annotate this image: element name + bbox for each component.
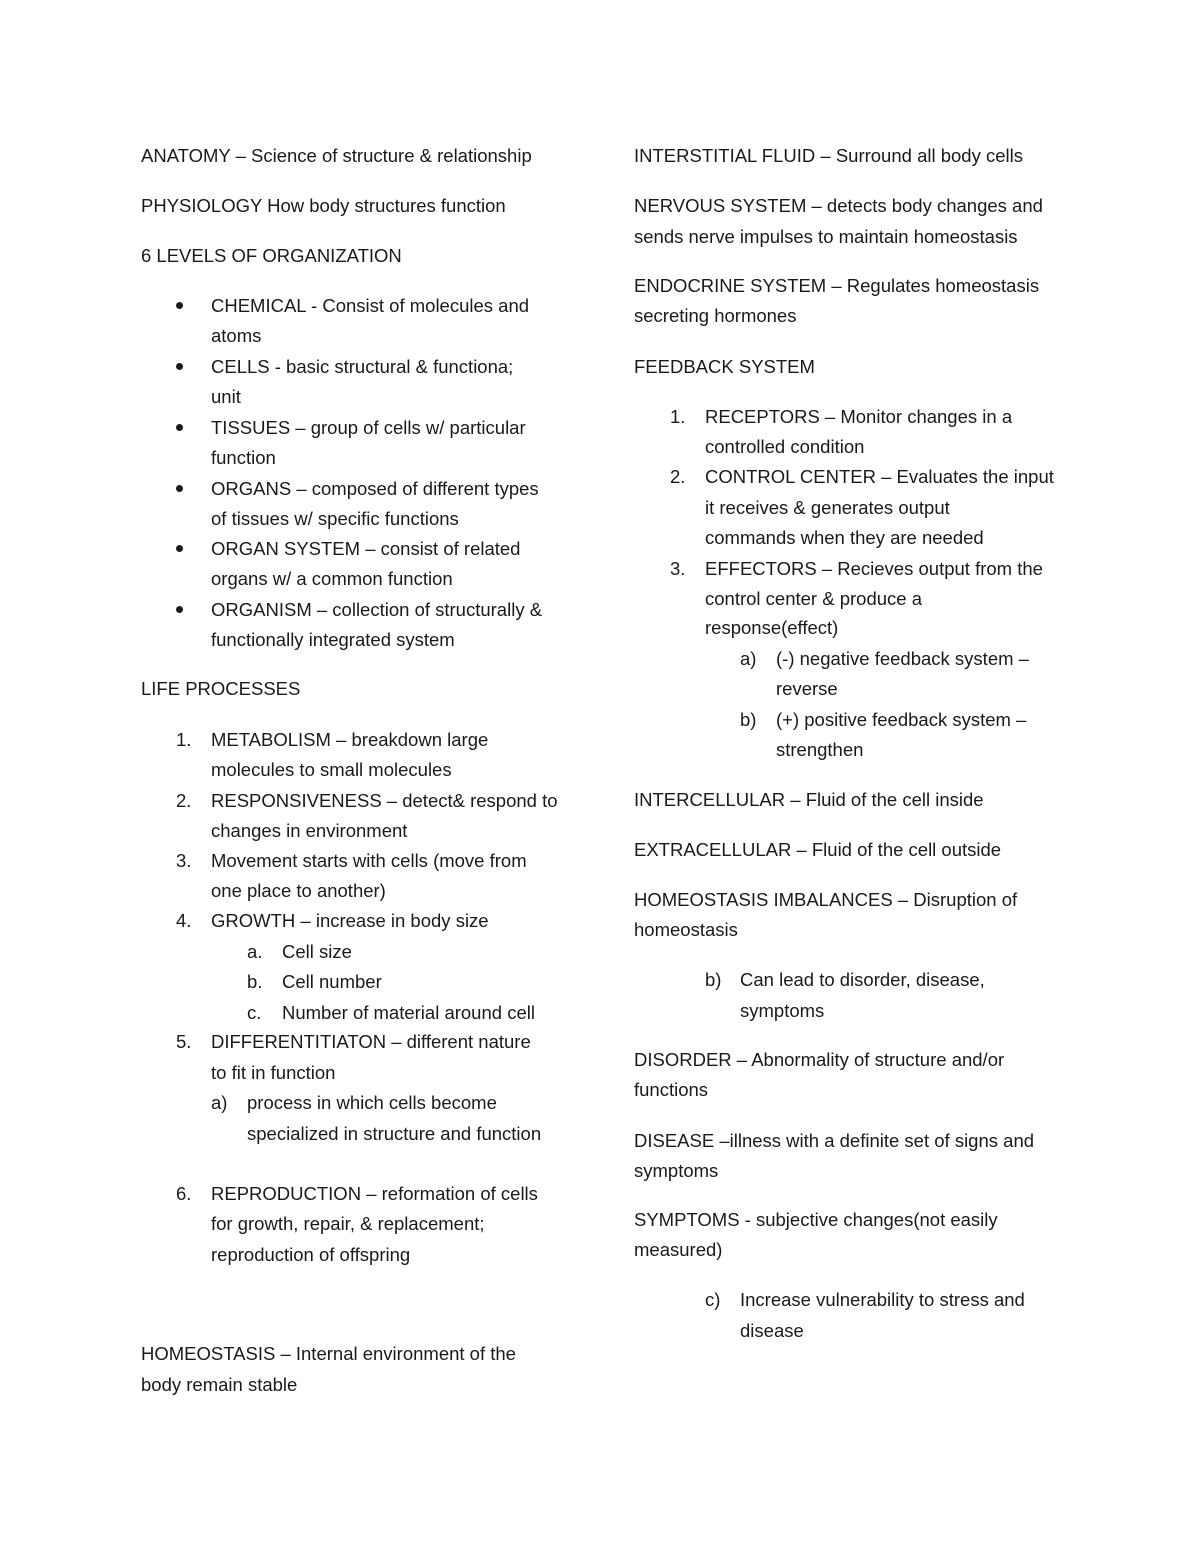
list-item-text: unit bbox=[211, 386, 241, 407]
list-item-text: atoms bbox=[211, 325, 262, 346]
list-number: 3. bbox=[670, 558, 686, 579]
bullet-icon bbox=[176, 545, 183, 552]
list-item-text: CELLS - basic structural & functiona; bbox=[211, 356, 514, 377]
list-item-text: response(effect) bbox=[705, 617, 839, 638]
sublist-item-text: symptoms bbox=[740, 1000, 825, 1021]
list-item-text: ORGAN SYSTEM – consist of related bbox=[211, 538, 521, 559]
list-item-text: EFFECTORS – Recieves output from the bbox=[705, 558, 1043, 579]
homeostasis-imbalances-definition: HOMEOSTASIS IMBALANCES – Disruption of bbox=[634, 889, 1018, 910]
list-item-text: control center & produce a bbox=[705, 588, 922, 609]
list-number: 1. bbox=[176, 729, 192, 750]
extracellular-definition: EXTRACELLULAR – Fluid of the cell outside bbox=[634, 839, 1002, 860]
disorder-definition: DISORDER – Abnormality of structure and/or bbox=[634, 1049, 1005, 1070]
list-item-text: of tissues w/ specific functions bbox=[211, 508, 459, 529]
sublist-item-text: process in which cells become bbox=[247, 1092, 497, 1113]
sublist-item-text: Increase vulnerability to stress and bbox=[740, 1289, 1025, 1310]
list-number: 3. bbox=[176, 850, 192, 871]
list-item-text: molecules to small molecules bbox=[211, 759, 452, 780]
sublist-item-text: disease bbox=[740, 1320, 804, 1341]
disorder-definition-cont: functions bbox=[634, 1079, 709, 1100]
nervous-system-definition: NERVOUS SYSTEM – detects body changes and bbox=[634, 195, 1043, 216]
list-item-text: METABOLISM – breakdown large bbox=[211, 729, 489, 750]
anatomy-definition: ANATOMY – Science of structure & relationship bbox=[141, 145, 532, 166]
list-item-text: ORGANS – composed of different types bbox=[211, 478, 539, 499]
list-item-text: ORGANISM – collection of structurally & bbox=[211, 599, 543, 620]
bullet-icon bbox=[176, 302, 183, 309]
sublist-marker: b) bbox=[740, 709, 757, 730]
list-number: 2. bbox=[176, 790, 192, 811]
sublist-item-text: (+) positive feedback system – bbox=[776, 709, 1027, 730]
list-item-text: controlled condition bbox=[705, 436, 865, 457]
list-item-text: for growth, repair, & replacement; bbox=[211, 1213, 485, 1234]
list-item-text: CHEMICAL - Consist of molecules and bbox=[211, 295, 530, 316]
sublist-marker: a) bbox=[740, 648, 757, 669]
homeostasis-definition-cont: body remain stable bbox=[141, 1374, 298, 1395]
list-item-text: to fit in function bbox=[211, 1062, 336, 1083]
list-number: 4. bbox=[176, 910, 192, 931]
list-item-text: Movement starts with cells (move from bbox=[211, 850, 527, 871]
feedback-system-heading: FEEDBACK SYSTEM bbox=[634, 356, 815, 377]
sublist-marker: c. bbox=[247, 1002, 262, 1023]
symptoms-definition: SYMPTOMS - subjective changes(not easily bbox=[634, 1209, 998, 1230]
list-number: 2. bbox=[670, 466, 686, 487]
homeostasis-imbalances-definition-cont: homeostasis bbox=[634, 919, 738, 940]
list-item-text: CONTROL CENTER – Evaluates the input bbox=[705, 466, 1054, 487]
list-item-text: organs w/ a common function bbox=[211, 568, 453, 589]
list-item-text: reproduction of offspring bbox=[211, 1244, 411, 1265]
sublist-marker: b) bbox=[705, 969, 722, 990]
intercellular-definition: INTERCELLULAR – Fluid of the cell inside bbox=[634, 789, 984, 810]
sublist-marker: b. bbox=[247, 971, 263, 992]
sublist-marker: a) bbox=[211, 1092, 228, 1113]
sublist-item-text: reverse bbox=[776, 678, 838, 699]
bullet-icon bbox=[176, 606, 183, 613]
sublist-marker: a. bbox=[247, 941, 263, 962]
disease-definition-cont: symptoms bbox=[634, 1160, 719, 1181]
list-item-text: functionally integrated system bbox=[211, 629, 455, 650]
levels-heading: 6 LEVELS OF ORGANIZATION bbox=[141, 245, 402, 266]
nervous-system-definition-cont: sends nerve impulses to maintain homeostasis bbox=[634, 226, 1018, 247]
bullet-icon bbox=[176, 485, 183, 492]
sublist-item-text: Cell number bbox=[282, 971, 382, 992]
sublist-item-text: specialized in structure and function bbox=[247, 1123, 542, 1144]
sublist-marker: c) bbox=[705, 1289, 721, 1310]
sublist-item-text: strengthen bbox=[776, 739, 864, 760]
list-number: 6. bbox=[176, 1183, 192, 1204]
bullet-icon bbox=[176, 363, 183, 370]
physiology-definition: PHYSIOLOGY How body structures function bbox=[141, 195, 506, 216]
list-number: 5. bbox=[176, 1031, 192, 1052]
list-item-text: DIFFERENTITIATON – different nature bbox=[211, 1031, 531, 1052]
endocrine-system-definition-cont: secreting hormones bbox=[634, 305, 797, 326]
symptoms-definition-cont: measured) bbox=[634, 1239, 723, 1260]
list-item-text: RESPONSIVENESS – detect& respond to bbox=[211, 790, 558, 811]
list-item-text: function bbox=[211, 447, 276, 468]
sublist-item-text: Can lead to disorder, disease, bbox=[740, 969, 985, 990]
list-item-text: it receives & generates output bbox=[705, 497, 950, 518]
disease-definition: DISEASE –illness with a definite set of signs and bbox=[634, 1130, 1035, 1151]
list-item-text: REPRODUCTION – reformation of cells bbox=[211, 1183, 538, 1204]
list-item-text: commands when they are needed bbox=[705, 527, 984, 548]
list-item-text: GROWTH – increase in body size bbox=[211, 910, 489, 931]
life-processes-heading: LIFE PROCESSES bbox=[141, 678, 301, 699]
sublist-item-text: (-) negative feedback system – bbox=[776, 648, 1029, 669]
list-item-text: one place to another) bbox=[211, 880, 386, 901]
list-number: 1. bbox=[670, 406, 686, 427]
list-item-text: changes in environment bbox=[211, 820, 408, 841]
interstitial-fluid-definition: INTERSTITIAL FLUID – Surround all body cells bbox=[634, 145, 1023, 166]
sublist-item-text: Number of material around cell bbox=[282, 1002, 535, 1023]
homeostasis-definition: HOMEOSTASIS – Internal environment of the bbox=[141, 1343, 516, 1364]
list-item-text: TISSUES – group of cells w/ particular bbox=[211, 417, 526, 438]
list-item-text: RECEPTORS – Monitor changes in a bbox=[705, 406, 1013, 427]
endocrine-system-definition: ENDOCRINE SYSTEM – Regulates homeostasis bbox=[634, 275, 1040, 296]
sublist-item-text: Cell size bbox=[282, 941, 352, 962]
bullet-icon bbox=[176, 424, 183, 431]
